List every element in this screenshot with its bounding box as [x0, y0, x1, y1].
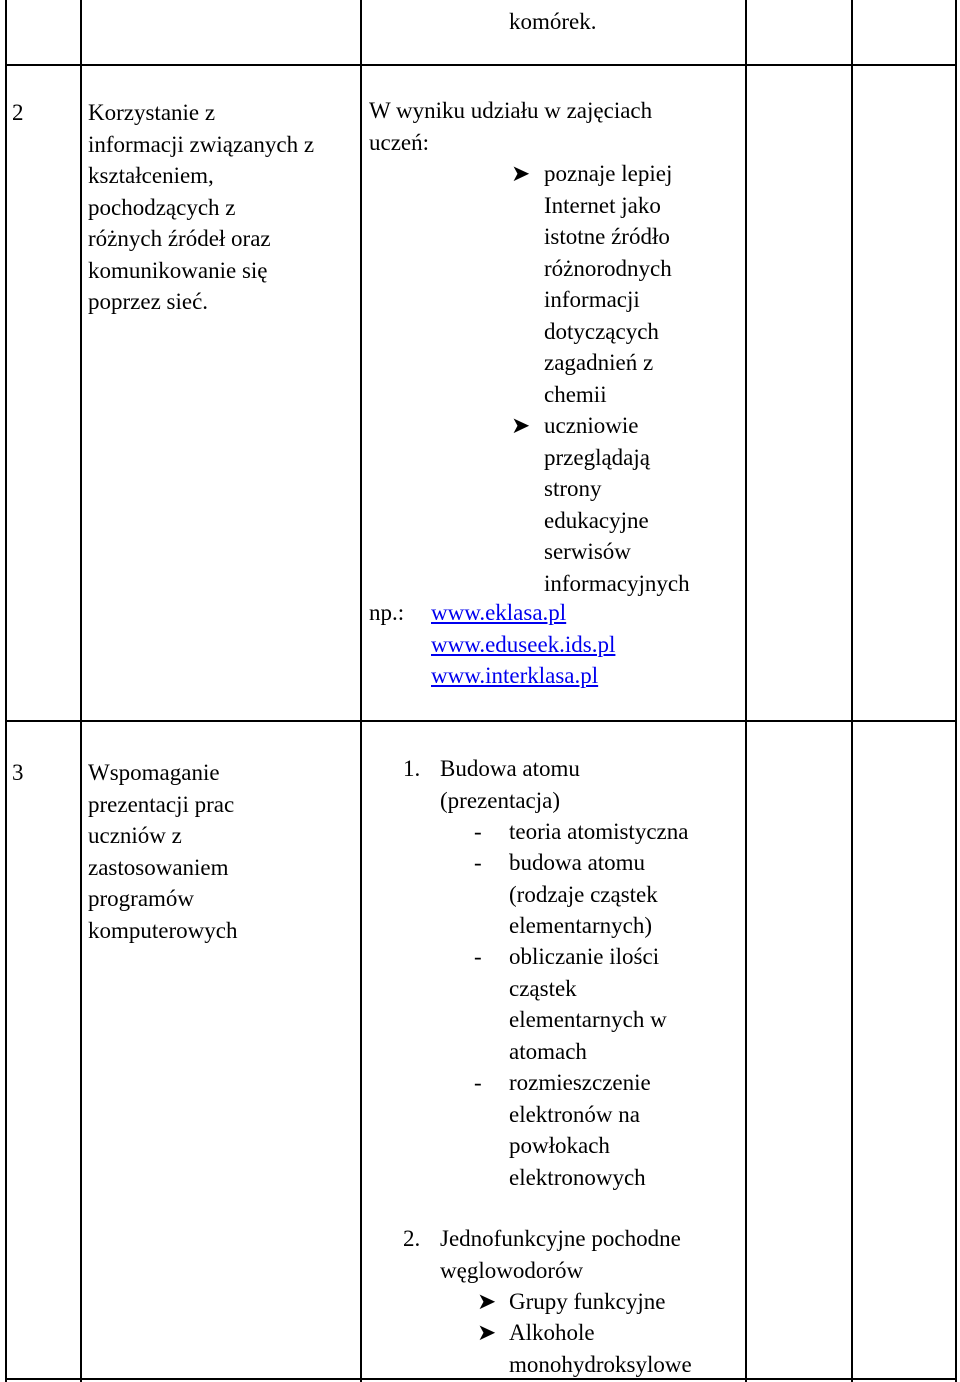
sub-line: elektronowych: [509, 1164, 646, 1190]
np-label: np.:: [369, 600, 405, 625]
table-border-right: [955, 0, 957, 1382]
bullet-line: Internet jako: [544, 192, 661, 218]
bullet-line: informacyjnych: [544, 570, 690, 596]
item-line: Jednofunkcyjne pochodne: [440, 1226, 681, 1251]
sub-item-1: [509, 816, 688, 848]
row2-intro: [369, 95, 652, 158]
item-line: węglowodorów: [440, 1257, 584, 1283]
sub-line: powłokach: [509, 1133, 610, 1158]
item2-number: 2.: [403, 1226, 421, 1251]
link-eduseek[interactable]: www.eduseek.ids.pl: [431, 631, 616, 657]
topic-line: różnych źródeł oraz: [88, 226, 271, 251]
table-border-col2: [360, 0, 362, 1382]
sub-line: (rodzaje cząstek: [509, 881, 658, 907]
row2-bullet-1: [544, 158, 672, 410]
topic-line: prezentacji prac: [88, 791, 235, 817]
table-border-col4: [851, 0, 853, 1382]
item1-title: [440, 753, 580, 816]
item2-title: [440, 1223, 681, 1286]
intro-line: uczeń:: [369, 129, 430, 155]
sub-line: atomach: [509, 1038, 587, 1064]
bullet-line: serwisów: [544, 539, 631, 564]
bullet-line: uczniowie: [544, 413, 639, 438]
bullet-line: edukacyjne: [544, 507, 649, 533]
bullet-line: poznaje lepiej: [544, 161, 673, 186]
dash-marker: -: [474, 944, 482, 969]
topic-line: pochodzących z: [88, 194, 236, 220]
bullet-line: przeglądają: [544, 444, 650, 470]
topic-line: Korzystanie z: [88, 100, 216, 125]
row1-tail-text: komórek.: [509, 9, 597, 34]
bullet-line: zagadnień z: [544, 350, 654, 375]
arrow-bullet-icon: ➤: [511, 413, 531, 438]
arrow-bullet-icon: ➤: [477, 1289, 497, 1314]
table-border-col3: [745, 0, 747, 1382]
sub-line: elektronów na: [509, 1101, 640, 1127]
sub-line: elementarnych): [509, 913, 653, 938]
table-border-bottom: [5, 1378, 955, 1380]
sub-line: elementarnych w: [509, 1007, 667, 1032]
topic-line: komputerowych: [88, 917, 238, 943]
link-eklasa[interactable]: www.eklasa.pl: [431, 600, 567, 625]
link-interklasa[interactable]: www.interklasa.pl: [431, 663, 599, 688]
row2-bullet-2: [544, 410, 690, 599]
topic-line: uczniów z: [88, 823, 182, 848]
topic-line: informacji związanych z: [88, 131, 315, 157]
row2-number: 2: [12, 100, 24, 125]
topic-line: kształceniem,: [88, 163, 214, 188]
bullet-line: strony: [544, 476, 602, 501]
item-line: Budowa atomu: [440, 756, 580, 781]
arrow-bullet-icon: ➤: [477, 1320, 497, 1345]
intro-line: W wyniku udziału w zajęciach: [369, 98, 653, 123]
item-line: (prezentacja): [440, 787, 561, 813]
sub-line: rozmieszczenie: [509, 1070, 651, 1095]
topic-line: programów: [88, 886, 195, 911]
table-border-left: [5, 0, 7, 1382]
dash-marker: -: [474, 850, 482, 875]
topic-line: komunikowanie się: [88, 257, 268, 283]
row-divider-1: [5, 64, 955, 66]
item2-bullet-1: Grupy funkcyjne: [509, 1289, 666, 1314]
row3-topic: [88, 757, 237, 946]
dash-marker: -: [474, 1070, 482, 1095]
table-border-col1: [80, 0, 82, 1382]
bullet-line: różnorodnych: [544, 255, 672, 281]
row-divider-2: [5, 720, 955, 722]
bullet-line: istotne źródło: [544, 224, 670, 249]
sub-line: obliczanie ilości: [509, 944, 660, 969]
row2-topic: [88, 97, 314, 318]
arrow-bullet-icon: ➤: [511, 161, 531, 186]
sub-item-2: [509, 847, 658, 942]
sub-item-4: [509, 1067, 651, 1193]
sub-line: budowa atomu: [509, 850, 646, 875]
sub-line: cząstek: [509, 975, 577, 1001]
topic-line: zastosowaniem: [88, 854, 229, 880]
links-list: [431, 597, 615, 692]
sub-item-3: [509, 941, 667, 1067]
bullet-line: dotyczących: [544, 318, 659, 344]
dash-marker: -: [474, 819, 482, 844]
bullet-line: informacji: [544, 287, 640, 312]
item1-number: 1.: [403, 756, 421, 781]
sub-line: teoria atomistyczna: [509, 819, 689, 844]
row3-number: 3: [12, 760, 24, 785]
bullet-line: chemii: [544, 381, 607, 407]
item2-bullet-2: [509, 1317, 692, 1380]
bullet-line: monohydroksylowe: [509, 1351, 692, 1377]
topic-line: Wspomaganie: [88, 760, 220, 785]
topic-line: poprzez sieć.: [88, 289, 209, 314]
bullet-line: Alkohole: [509, 1320, 595, 1345]
